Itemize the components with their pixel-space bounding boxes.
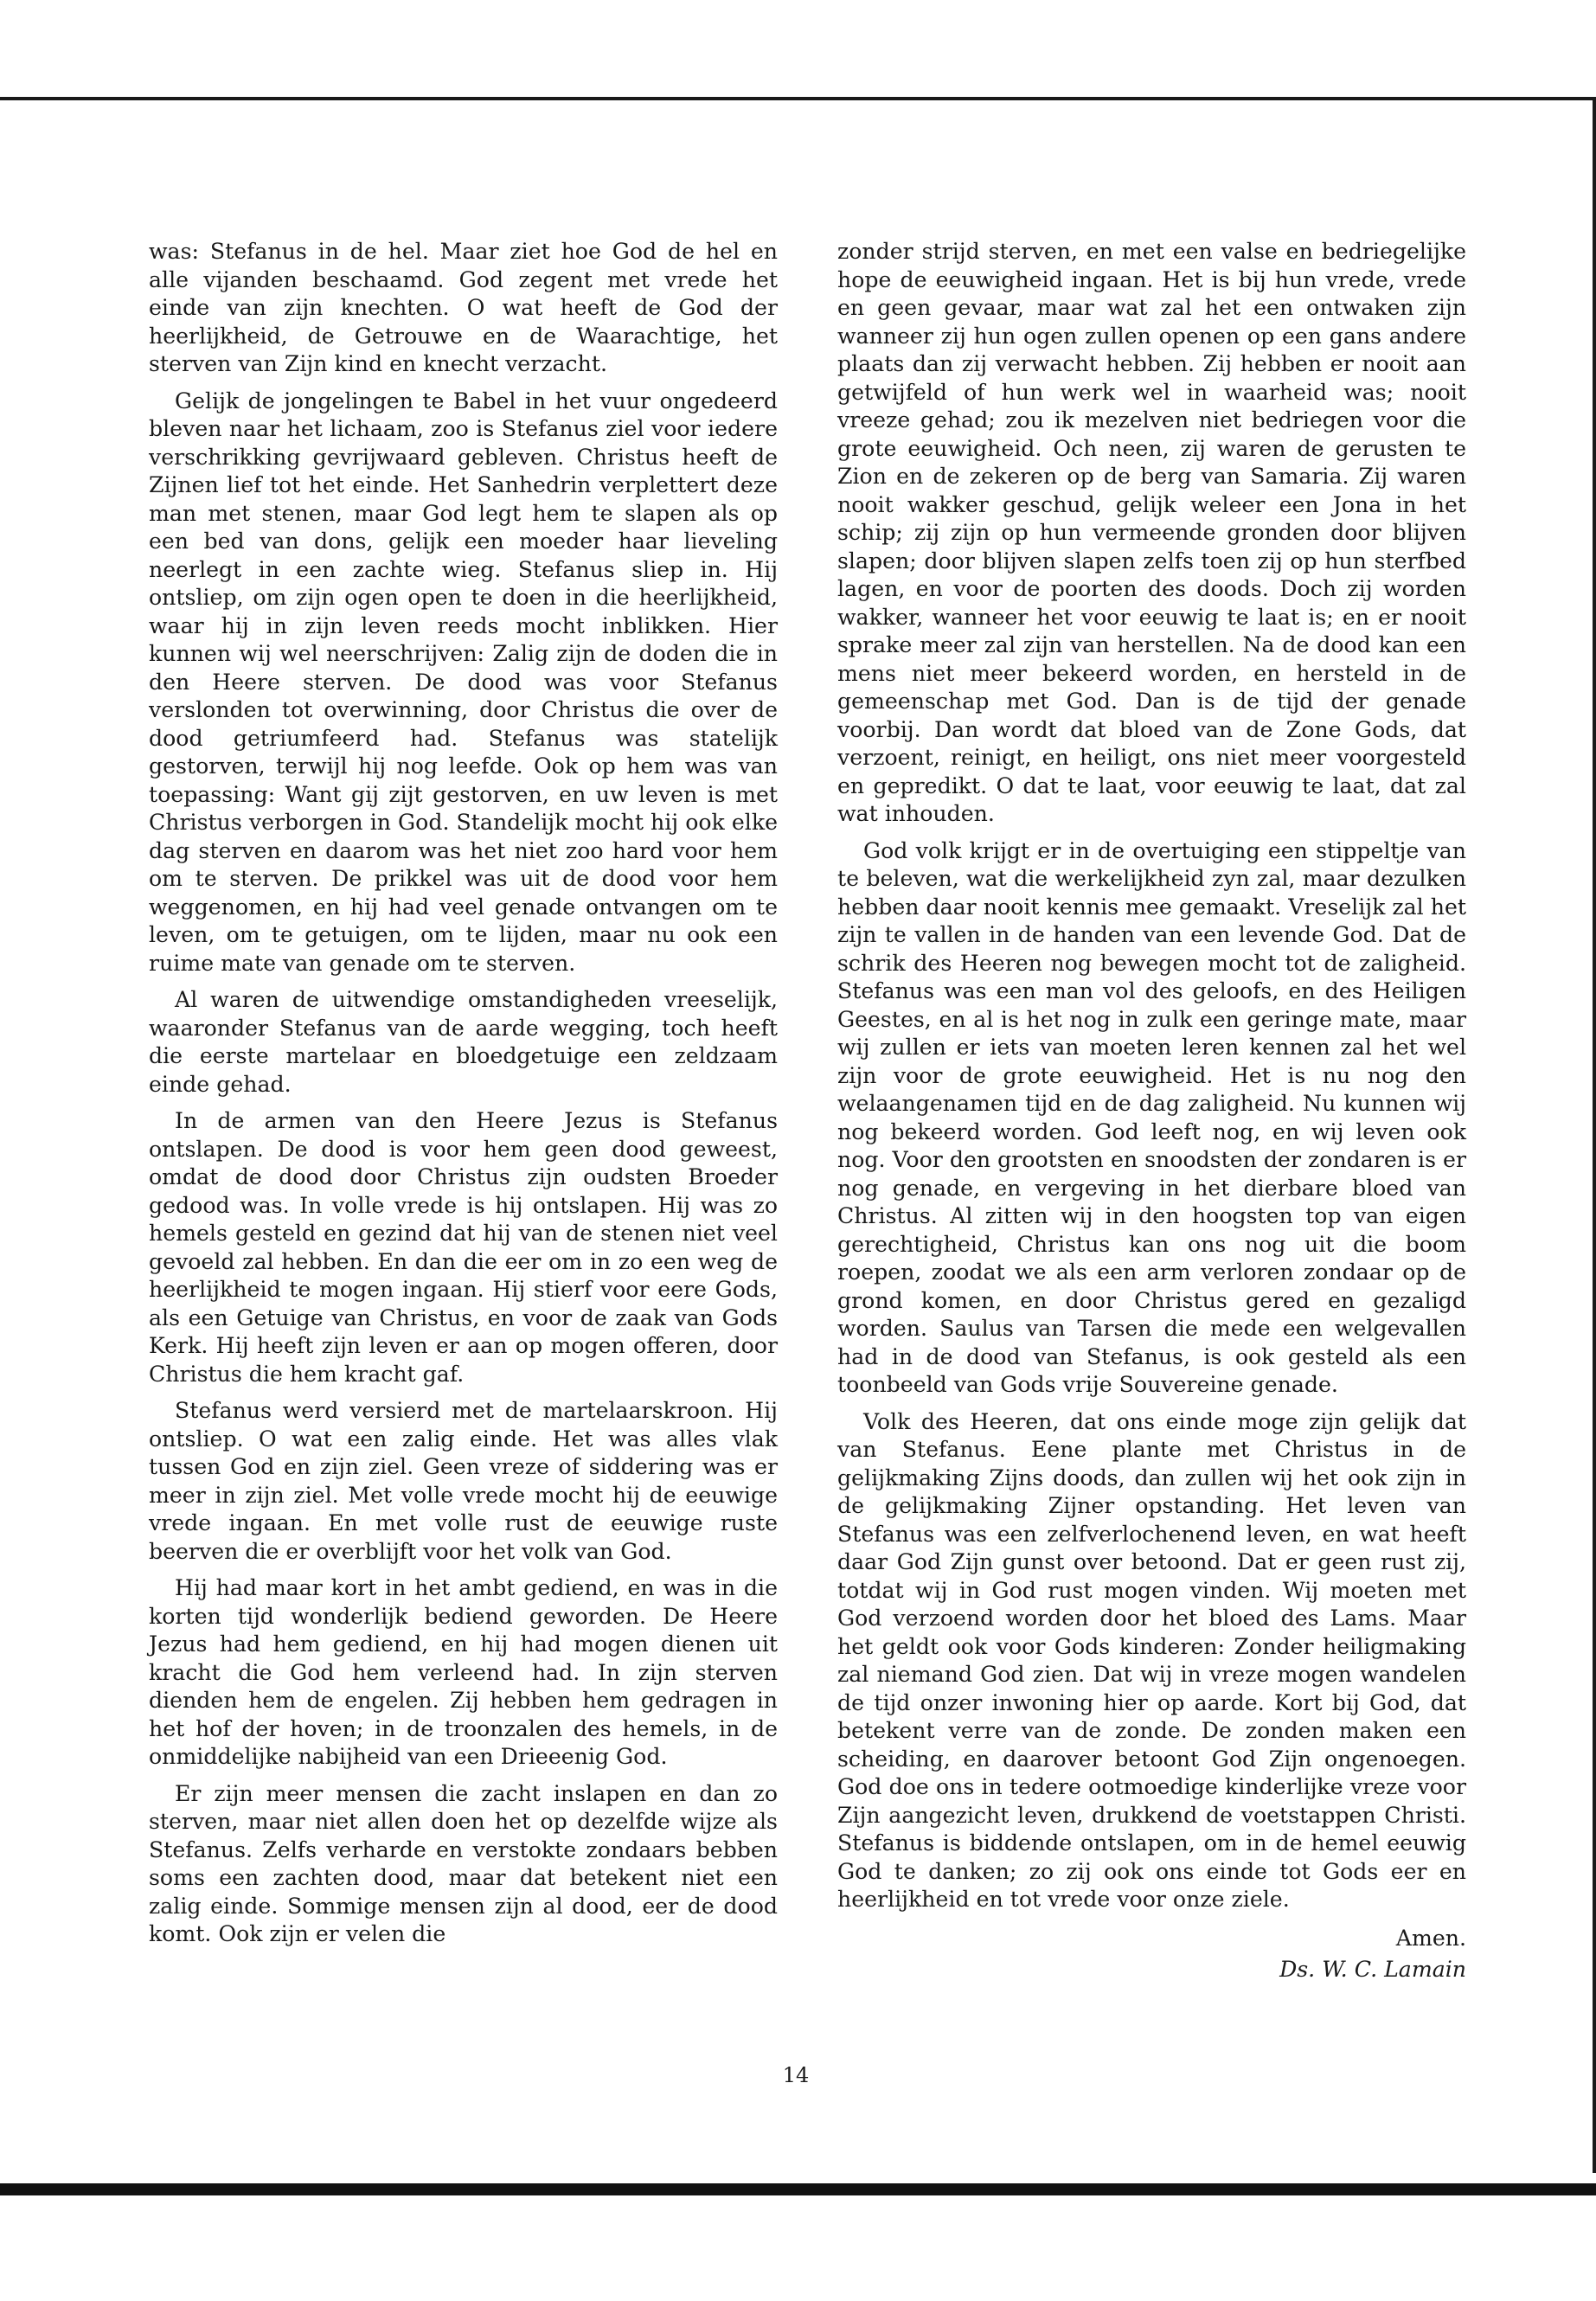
left-paragraph-2: Gelijk de jongelingen te Babel in het vuur ongedeerd bleven naar het lichaam, zoo is Stefanus ziel voor iedere verschrikking gevrijwaard gebleven. Christus heeft de Zijnen lief tot het einde. Het Sanhedrin verplettert deze man met stenen, maar God legt hem te slapen als op een bed van dons, gelijk een moeder haar lieveling neerlegt in een zachte wieg. Stefanus sliep in. Hij ontsliep, om zijn ogen open te doen in die heerlijkheid, waar hij in zijn leven reeds mocht inblikken. Hier kunnen wij wel neerschrijven: Zalig zijn de doden die in den Heere sterven. De dood was voor Stefanus verslonden tot overwinning, door Christus die over de dood getriumfeerd had. Stefanus was statelijk gestorven, terwijl hij nog leefde. Ook op hem was van toepassing: Want gij zijt gestorven, en uw leven is met Christus verborgen in God. Standelijk mocht hij ook elke dag sterven en daarom was het niet zoo hard voor hem om te sterven. De prikkel was uit de dood voor hem weggenomen, en hij had veel genade ontvangen om te leven, om te getuigen, om te lijden, maar nu ook een ruime mate van genade om te sterven. <box>149 388 778 976</box>
left-paragraph-5: Stefanus werd versierd met de martelaarskroon. Hij ontsliep. O wat een zalig einde. Het was alles vlak tussen God en zijn ziel. Geen vreze of siddering was er meer in zijn ziel. Met volle vrede mocht hij de eeuwige vrede ingaan. En met volle rust de eeuwige ruste beerven die er overblijft voor het volk van God. <box>149 1398 778 1564</box>
page-number: 14 <box>782 2063 810 2087</box>
left-column <box>149 238 778 1958</box>
left-paragraph-7: Er zijn meer mensen die zacht inslapen en dan zo sterven, maar niet allen doen het op dezelfde wijze als Stefanus. Zelfs verharde en verstokte zondaars bebben soms een zachten dood, maar dat betekent niet een zalig einde. Sommige mensen zijn al dood, eer de dood komt. Ook zijn er velen die <box>149 1780 778 1946</box>
scan-right-border <box>1593 97 1596 2173</box>
scan-top-border <box>0 0 1596 104</box>
scan-bottom-border <box>0 2183 1596 2195</box>
right-paragraph-2: God volk krijgt er in de overtuiging een stippeltje van te beleven, wat die werkelijkheid zyn zal, maar dezulken hebben daar nooit kennis mee gemaakt. Vreselijk zal het zijn te vallen in de handen van een levende God. Dat de schrik des Heeren nog bewegen mocht tot de zaligheid. Stefanus was een man vol des geloofs, en des Heiligen Geestes, en al is het nog in zulk een geringe mate, maar wij zullen er iets van moeten leren kennen zal het wel zijn voor de grote eeuwigheid. Het is nu nog den welaangenamen tijd en de dag zaligheid. Nu kunnen wij nog bekeerd worden. God leeft nog, en wij leven ook nog. Voor den grootsten en snoodsten der zondaren is er nog genade, en vergeving in het dierbare bloed van Christus. Al zitten wij in den hoogsten top van eigen gerechtigheid, Christus kan ons nog uit die boom roepen, zoodat we als een arm verloren zondaar op de grond komen, en door Christus gered en gezaligd worden. Saulus van Tarsen die mede een welgevallen had in de dood van Stefanus, is ook gesteld als een toonbeeld van Gods vrije Souvereine genade. <box>837 837 1466 1397</box>
right-paragraph-1: zonder strijd sterven, en met een valse en bedriegelijke hope de eeuwigheid ingaan. Het is bij hun vrede, vrede en geen gevaar, maar wat zal het een ontwaken zijn wanneer zij hun ogen zullen openen op een gans andere plaats dan zij verwacht hebben. Zij hebben er nooit aan getwijfeld of hun werk wel in waarheid was; nooit vreeze gehad; zou ik mezelven niet bedriegen voor die grote eeuwigheid. Och neen, zij waren de gerusten te Zion en de zekeren op de berg van Samaria. Zij waren nooit wakker geschud, gelijk weleer een Jona in het schip; zij zijn op hun vermeende gronden door blijven slapen; door blijven slapen zelfs toen zij op hun sterfbed lagen, en voor de poorten des doods. Doch zij worden wakker, wanneer het voor eeuwig te laat is; en er nooit sprake meer zal zijn van herstellen. Na de dood kan een mens niet meer bekeerd worden, en hersteld in de gemeenschap met God. Dan is de tijd der genade voorbij. Dan wordt dat bloed van de Zone Gods, dat verzoent, reinigt, en heiligt, ons niet meer voorgesteld en gepredikt. O dat te laat, voor eeuwig te laat, dat zal wat inhouden. <box>837 239 1466 826</box>
right-paragraph-3: Volk des Heeren, dat ons einde moge zijn gelijk dat van Stefanus. Eene plante met Christus in de gelijkmaking Zijns doods, dan zullen wij het ook zijn in de gelijkmaking Zijner opstanding. Het leven van Stefanus was een zelfverlochenend leven, en wat heeft daar God Zijn gunst over betoond. Dat er geen rust zij, totdat wij in God rust mogen vinden. Wij moeten met God verzoend worden door het bloed des Lams. Maar het geldt ook voor Gods kinderen: Zonder heiligmaking zal niemand God zien. Dat wij in vreze mogen wandelen de tijd onzer inwoning hier op aarde. Kort bij God, dat betekent verre van de zonde. De zonden maken een scheiding, en daarover betoont God Zijn ongenoegen. God doe ons in tedere ootmoedige kinderlijke vreze voor Zijn aangezicht leven, drukkend de voetstappen Christi. Stefanus is biddende ontslapen, om in de hemel eeuwig God te danken; zo zij ook ons einde tot Gods eer en heerlijkheid en tot vrede voor onze ziele. <box>837 1408 1466 1912</box>
left-paragraph-6: Hij had maar kort in het ambt gediend, en was in die korten tijd wonderlijk bediend geworden. De Heere Jezus had hem gediend, en hij had mogen dienen uit kracht die God hem verleend had. In zijn sterven dienden hem de engelen. Zij hebben hem gedragen in het hof der hoven; in de troonzalen des hemels, in de onmiddelijke nabijheid van een Drieeenig God. <box>149 1575 778 1769</box>
author-signature: Ds. W. C. Lamain <box>1279 1956 1466 1982</box>
left-paragraph-3: Al waren de uitwendige omstandigheden vreeselijk, waaronder Stefanus van de aarde wegging, toch heeft die eerste martelaar en bloedgetuige een zeldzaam einde gehad. <box>149 987 778 1097</box>
left-paragraph-1: was: Stefanus in de hel. Maar ziet hoe God de hel en alle vijanden beschaamd. God zegent met vrede het einde van zijn knechten. O wat heeft de God der heerlijkheid, de Getrouwe en de Waarachtige, het sterven van Zijn kind en knecht verzacht. <box>149 239 778 376</box>
closing-amen: Amen. <box>1395 1925 1466 1951</box>
left-paragraph-4: In de armen van den Heere Jezus is Stefanus ontslapen. De dood is voor hem geen dood geweest, omdat de dood door Christus zijn oudsten Broeder gedood was. In volle vrede is hij ontslapen. Hij was zo hemels gesteld en gezind dat hij van de stenen niet veel gevoeld zal hebben. En dan die eer om in zo een weg de heerlijkheid te mogen ingaan. Hij stierf voor eere Gods, als een Getuige van Christus, en voor de zaak van Gods Kerk. Hij heeft zijn leven er aan op mogen offeren, door Christus die hem kracht gaf. <box>149 1108 778 1387</box>
right-column <box>837 238 1466 1985</box>
